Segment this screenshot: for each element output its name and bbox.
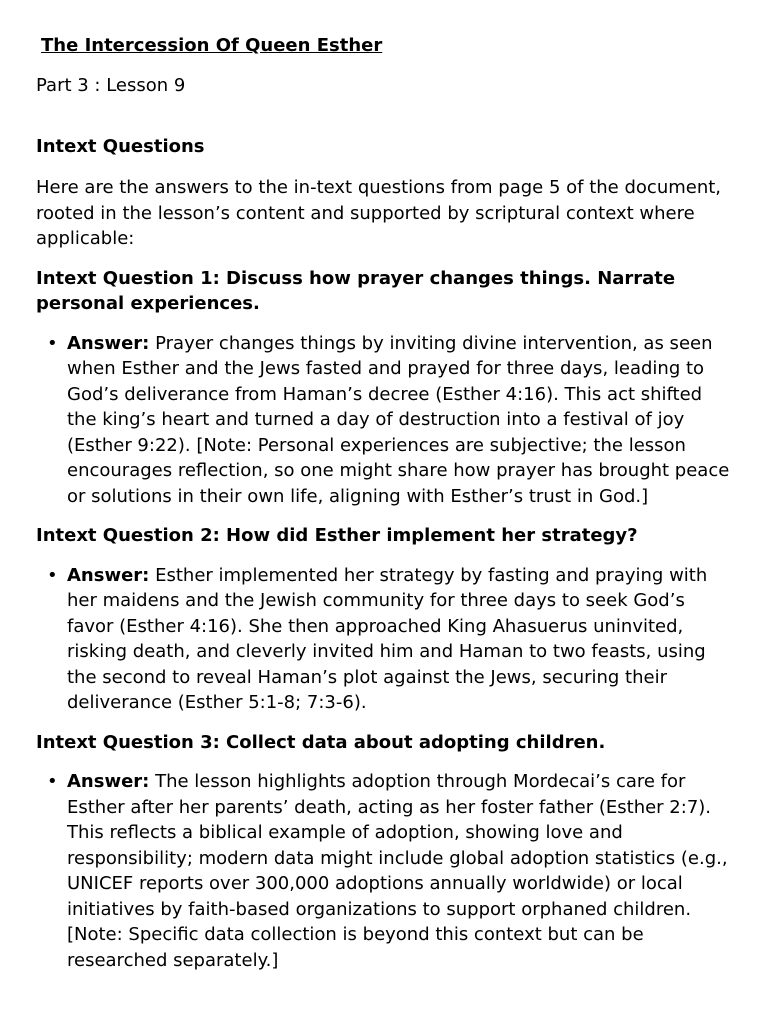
section-heading: Intext Questions (36, 136, 205, 157)
question-3: Intext Question 3: Collect data about adopting children. (36, 731, 606, 753)
answer-item-2 (36, 563, 732, 716)
answer-list-1 (36, 331, 732, 510)
answer-item-3 (36, 769, 732, 973)
answer-label: Answer: (67, 332, 150, 354)
intro-paragraph: Here are the answers to the in-text questions from page 5 of the document, rooted in the lesson’s content and supported by scriptural context where applicable: (36, 177, 722, 249)
answer-list-3 (36, 769, 732, 973)
bullet-icon: • (47, 771, 58, 792)
answer-text-1: Prayer changes things by inviting divine intervention, as seen when Esther and the Jews fasted and prayed for three days, leading to God’s deliverance from Haman’s decree (Esther 4:16). This act shifted the king’s heart and turned a day of destruction into a festival of joy (Esther 9:22). [Note: Personal experiences are subjective; the lesson encourages reflection, so one might share how prayer has brought peace or solutions in their own life, aligning with Esther’s trust in God.] (67, 332, 730, 507)
lesson-subtitle: Part 3 : Lesson 9 (36, 75, 186, 96)
bullet-icon: • (47, 332, 58, 354)
answer-text-3: The lesson highlights adoption through Mordecai’s care for Esther after her parents’ death, acting as her foster father (Esther 2:7). This reflects a biblical example of adoption, showing love and responsibility; modern data might include global adoption statistics (e.g., UNICEF reports over 300,000 adoptions annually worldwide) or local initiatives by faith-based organizations to support orphaned children. [Note: Specific data collection is beyond this context but can be researched separately.] (67, 771, 728, 971)
question-2: Intext Question 2: How did Esther implement her strategy? (36, 525, 638, 546)
answer-list-2 (36, 563, 732, 716)
bullet-icon: • (47, 564, 58, 586)
question-1: Intext Question 1: Discuss how prayer changes things. Narrate personal experiences. (36, 267, 676, 314)
answer-item-1 (36, 331, 732, 510)
answer-label: Answer: (67, 771, 150, 792)
answer-text-2: Esther implemented her strategy by fasting and praying with her maidens and the Jewish community for three days to seek God’s favor (Esther 4:16). She then approached King Ahasuerus uninvited, risking death, and cleverly invited him and Haman to two feasts, using the second to reveal Haman’s plot against the Jews, securing their deliverance (Esther 5:1-8; 7:3-6). (67, 564, 708, 713)
document-title: The Intercession Of Queen Esther (41, 35, 383, 56)
answer-label: Answer: (67, 564, 150, 586)
